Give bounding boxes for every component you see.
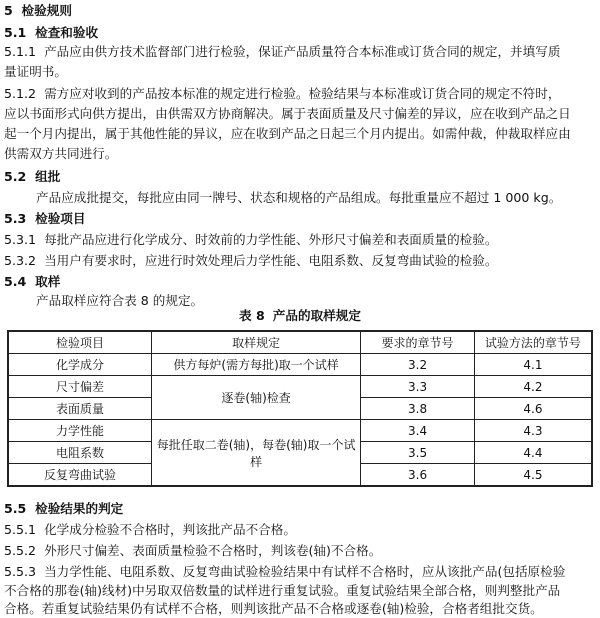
clause-5-5-1: 5.5.1 化学成分检验不合格时，判该批产品不合格。: [4, 522, 296, 537]
section-5-4-body: 产品取样应符合表 8 的规定。: [36, 293, 204, 308]
section-5-2-heading: 5.2 组批: [4, 169, 61, 184]
clause-5-1-1-line-2: 量证明书。: [4, 64, 67, 79]
clause-5-5-3-line-3: 合格。若重复试验结果仍有试样不合格，则判该批产品不合格或逐卷(轴)检验，合格者组批交货。: [4, 601, 543, 616]
clause-5-1-2-line-4: 供需双方共同进行。: [4, 146, 118, 161]
rule-cell: 供方每炉(需方每批)取一个试样: [151, 354, 360, 376]
item-cell: 电阻系数: [8, 442, 151, 464]
method-cell: 4.3: [474, 420, 592, 442]
section-5-4-heading: 5.4 取样: [4, 274, 61, 289]
sampling-table: [7, 330, 593, 487]
section-5-heading: 5 检验规则: [4, 3, 72, 18]
method-cell: 4.4: [474, 442, 592, 464]
item-cell: 表面质量: [8, 398, 151, 420]
req-cell: 3.8: [361, 398, 475, 420]
header-cell: 试验方法的章节号: [474, 331, 592, 354]
clause-5-1-1-line-1: 5.1.1 产品应由供方技术监督部门进行检验，保证产品质量符合本标准或订货合同的规定，并填写质: [4, 44, 561, 59]
header-cell: 检验项目: [8, 331, 151, 354]
clause-5-3-2: 5.3.2 当用户有要求时，应进行时效处理后力学性能、电阻系数、反复弯曲试验的检验。: [4, 253, 498, 268]
method-cell: 4.2: [474, 376, 592, 398]
table-row: [8, 354, 592, 376]
clause-5-1-2-line-3: 起一个月内提出，属于其他性能的异议，应在收到产品之日起三个月内提出。如需仲裁，仲裁取样应由: [4, 126, 571, 141]
table-caption: 表 8 产品的取样规定: [239, 308, 361, 323]
section-5-1-heading: 5.1 检查和验收: [4, 25, 99, 40]
method-cell: 4.1: [474, 354, 592, 376]
item-cell: 化学成分: [8, 354, 151, 376]
clause-5-1-2-line-1: 5.1.2 需方应对收到的产品按本标准的规定进行检验。检验结果与本标准或订货合同的规定不符时，: [4, 86, 561, 101]
clause-5-5-3-line-2: 不合格的那卷(轴)线材)中另取双倍数量的试样进行重复试验。重复试验结果全部合格，则判整批产品: [4, 583, 561, 598]
item-cell: 尺寸偏差: [8, 376, 151, 398]
method-cell: 4.6: [474, 398, 592, 420]
req-cell: 3.5: [361, 442, 475, 464]
clause-5-5-2: 5.5.2 外形尺寸偏差、表面质量检验不合格时，判该卷(轴)不合格。: [4, 543, 382, 558]
header-cell: 要求的章节号: [361, 331, 475, 354]
item-cell: 力学性能: [8, 420, 151, 442]
rule-cell: 每批任取二卷(轴)，每卷(轴)取一个试样: [151, 420, 360, 487]
clause-5-5-3-line-1: 5.5.3 当力学性能、电阻系数、反复弯曲试验检验结果中有试样不合格时，应从该批产品(包括原检验: [4, 564, 566, 579]
rule-cell: 逐卷(轴)检查: [151, 376, 360, 420]
table-header-row: [8, 331, 592, 354]
clause-5-1-2-line-2: 应以书面形式向供方提出，由供需双方协商解决。属于表面质量及尺寸偏差的异议，应在收到产品之日: [4, 106, 571, 121]
req-cell: 3.2: [361, 354, 475, 376]
header-cell: 取样规定: [151, 331, 360, 354]
section-5-2-body: 产品应成批提交，每批应由同一牌号、状态和规格的产品组成。每批重量应不超过 1 000 kg。: [36, 190, 562, 205]
method-cell: 4.5: [474, 464, 592, 487]
req-cell: 3.6: [361, 464, 475, 487]
section-5-3-heading: 5.3 检验项目: [4, 211, 86, 226]
clause-5-3-1: 5.3.1 每批产品应进行化学成分、时效前的力学性能、外形尺寸偏差和表面质量的检验。: [4, 232, 498, 247]
req-cell: 3.3: [361, 376, 475, 398]
section-5-5-heading: 5.5 检验结果的判定: [4, 501, 124, 516]
item-cell: 反复弯曲试验: [8, 464, 151, 487]
table-row: [8, 420, 592, 442]
table-row: [8, 376, 592, 398]
req-cell: 3.4: [361, 420, 475, 442]
